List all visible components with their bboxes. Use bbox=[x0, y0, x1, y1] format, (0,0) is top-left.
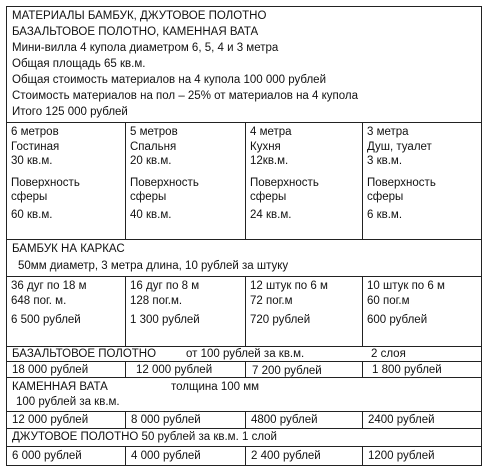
bamboo-qty: 36 дуг по 18 м bbox=[11, 280, 87, 292]
bamboo-cell bbox=[246, 278, 362, 345]
divider-domes bbox=[6, 239, 482, 240]
dome-surface-label: сферы bbox=[11, 191, 48, 204]
header-total: Итого 125 000 рублей bbox=[12, 106, 128, 118]
bamboo-length: 128 пог.м. bbox=[130, 294, 183, 307]
dome-cell bbox=[7, 124, 125, 238]
border-bottom bbox=[6, 465, 482, 466]
dome-surface: 40 кв.м. bbox=[130, 208, 172, 221]
wool-price: 4800 рублей bbox=[251, 414, 318, 426]
basalt-title: БАЗАЛЬТОВОЕ ПОЛОТНО bbox=[12, 348, 157, 360]
dome-room: Гостиная bbox=[11, 140, 60, 153]
basalt-price-note: от 100 рублей за кв.м. bbox=[186, 348, 305, 360]
dome-area: 20 кв.м. bbox=[130, 155, 172, 168]
materials-table bbox=[6, 6, 482, 466]
bamboo-qty: 16 дуг по 8 м bbox=[130, 280, 200, 292]
divider-bamboo-header bbox=[6, 276, 482, 277]
divider-vertical bbox=[362, 361, 363, 377]
wool-price: 12 000 рублей bbox=[12, 414, 89, 426]
bamboo-qty: 10 штук по 6 м bbox=[367, 280, 445, 292]
wool-thickness: толщина 100 мм bbox=[171, 381, 260, 393]
header-title: МАТЕРИАЛЫ БАМБУК, ДЖУТОВОЕ ПОЛОТНО bbox=[12, 10, 267, 22]
jute-price: 1200 рублей bbox=[368, 450, 435, 462]
border-right bbox=[481, 6, 482, 466]
dome-room: Душ, туалет bbox=[367, 140, 432, 153]
dome-room: Кухня bbox=[250, 140, 281, 153]
divider-header bbox=[6, 122, 482, 123]
divider-jute-header bbox=[6, 446, 482, 447]
dome-cell bbox=[246, 124, 362, 238]
bamboo-price: 6 500 рублей bbox=[11, 314, 81, 327]
header-line: Общая площадь 65 кв.м. bbox=[12, 58, 146, 70]
bamboo-length: 60 пог.м bbox=[367, 294, 410, 307]
dome-surface-label: сферы bbox=[250, 191, 287, 204]
divider-vertical bbox=[125, 361, 126, 377]
wool-title: КАМЕННАЯ ВАТА bbox=[12, 381, 108, 393]
dome-area: 30 кв.м. bbox=[11, 155, 53, 168]
dome-cell bbox=[363, 124, 481, 238]
divider-basalt-header bbox=[6, 361, 482, 362]
dome-size: 4 метра bbox=[250, 126, 292, 138]
divider-wool bbox=[6, 428, 482, 429]
dome-size: 3 метра bbox=[367, 126, 409, 138]
bamboo-length: 72 пог.м bbox=[250, 294, 293, 307]
header-block bbox=[12, 9, 478, 121]
divider-vertical bbox=[362, 446, 363, 466]
bamboo-spec: 50мм диаметр, 3 метра длина, 10 рублей за штуку bbox=[18, 260, 289, 272]
jute-price: 6 000 рублей bbox=[12, 450, 82, 462]
bamboo-cell bbox=[7, 278, 125, 345]
divider-wool-header bbox=[6, 411, 482, 412]
divider-basalt bbox=[6, 377, 482, 378]
dome-surface: 60 кв.м. bbox=[11, 208, 53, 221]
header-line: Общая стоимость материалов на 4 купола 100 000 рублей bbox=[12, 74, 326, 86]
bamboo-length: 648 пог. м. bbox=[11, 294, 67, 307]
jute-price: 4 000 рублей bbox=[131, 450, 201, 462]
jute-header: ДЖУТОВОЕ ПОЛОТНО 50 рублей за кв.м. 1 слой bbox=[12, 431, 277, 443]
basalt-layers: 2 слоя bbox=[371, 348, 406, 360]
basalt-price: 18 000 рублей bbox=[12, 364, 89, 376]
wool-price-note: 100 рублей за кв.м. bbox=[16, 396, 120, 408]
bamboo-price: 1 300 рублей bbox=[130, 314, 200, 327]
divider-vertical bbox=[125, 446, 126, 466]
bamboo-title: БАМБУК НА КАРКАС bbox=[12, 243, 125, 255]
wool-price: 2400 рублей bbox=[368, 414, 435, 426]
dome-cell bbox=[126, 124, 245, 238]
border-top bbox=[6, 6, 482, 7]
dome-room: Спальня bbox=[130, 140, 177, 153]
dome-surface-label: Поверхность bbox=[367, 176, 436, 189]
bamboo-cell bbox=[126, 278, 245, 345]
dome-surface-label: сферы bbox=[130, 191, 167, 204]
wool-price: 8 000 рублей bbox=[131, 414, 201, 426]
divider-vertical bbox=[125, 411, 126, 428]
divider-vertical bbox=[362, 411, 363, 428]
dome-surface-label: сферы bbox=[367, 191, 404, 204]
dome-size: 6 метров bbox=[11, 126, 59, 138]
dome-size: 5 метров bbox=[130, 126, 178, 138]
basalt-price: 12 000 рублей bbox=[136, 364, 213, 376]
header-line: Мини-вилла 4 купола диаметром 6, 5, 4 и 3 метра bbox=[12, 42, 279, 54]
bamboo-qty: 12 штук по 6 м bbox=[250, 280, 328, 292]
basalt-price: 1 800 рублей bbox=[372, 364, 442, 376]
dome-surface: 6 кв.м. bbox=[367, 208, 403, 221]
bamboo-price: 600 рублей bbox=[367, 314, 428, 327]
header-subtitle: БАЗАЛЬТОВОЕ ПОЛОТНО, КАМЕННАЯ ВАТА bbox=[12, 26, 259, 38]
dome-area: 3 кв.м. bbox=[367, 155, 403, 168]
divider-vertical bbox=[245, 446, 246, 466]
basalt-price: 7 200 рублей bbox=[252, 365, 322, 377]
dome-surface-label: Поверхность bbox=[130, 176, 199, 189]
bamboo-cell bbox=[363, 278, 481, 345]
dome-area: 12кв.м. bbox=[250, 155, 289, 168]
bamboo-price: 720 рублей bbox=[250, 314, 311, 327]
dome-surface: 24 кв.м. bbox=[250, 208, 292, 221]
jute-price: 2 400 рублей bbox=[251, 450, 321, 462]
dome-surface-label: Поверхность bbox=[11, 176, 80, 189]
header-line: Стоимость материалов на пол – 25% от материалов на 4 купола bbox=[12, 90, 358, 102]
divider-vertical bbox=[245, 361, 246, 377]
divider-vertical bbox=[245, 411, 246, 428]
dome-surface-label: Поверхность bbox=[250, 176, 319, 189]
